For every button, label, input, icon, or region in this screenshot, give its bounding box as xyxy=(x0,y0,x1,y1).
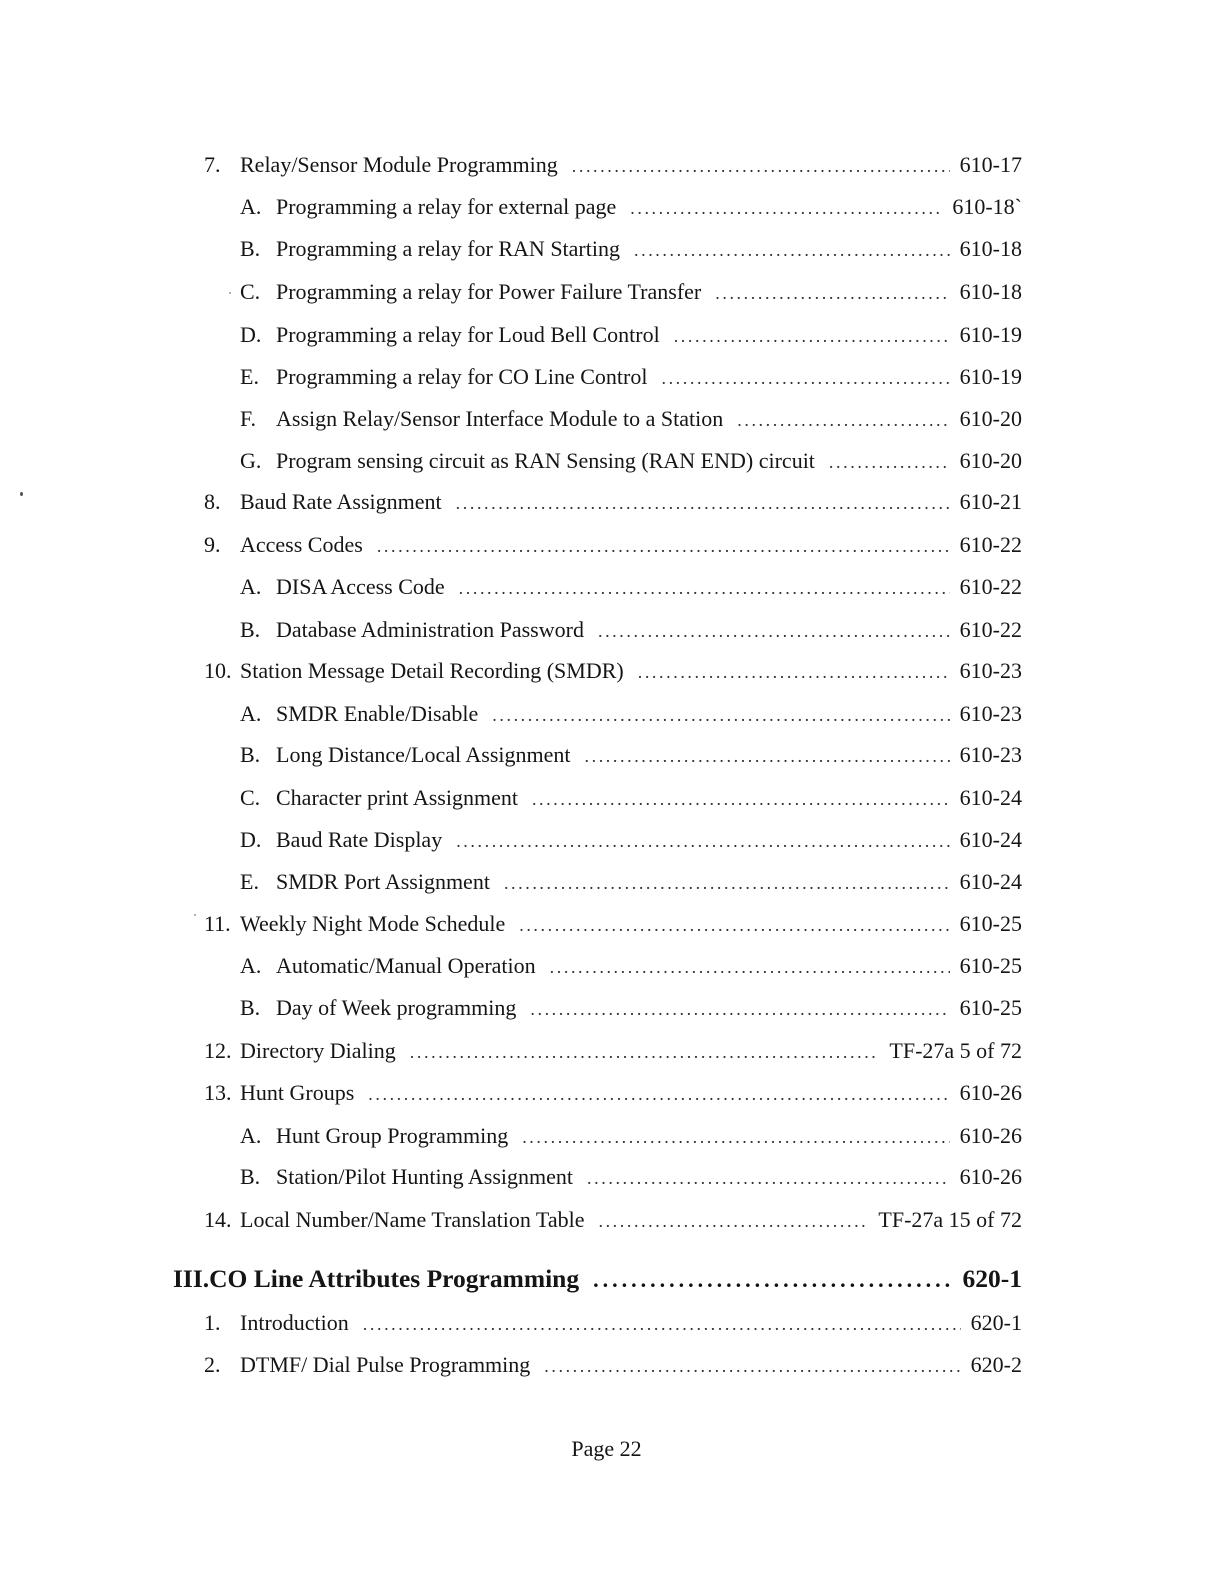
toc-entry-page: 610-24 xyxy=(959,785,1022,810)
toc-entry-number: 9. xyxy=(204,532,221,557)
toc-entry-number: F. xyxy=(240,406,256,431)
toc-entry xyxy=(204,489,1022,515)
toc-entry xyxy=(204,532,1022,558)
toc-entry-label: Day of Week programming xyxy=(276,995,517,1020)
toc-entry-label: DISA Access Code xyxy=(276,574,445,599)
toc-entry-page: 610-20 xyxy=(959,448,1022,473)
toc-entry-label: Programming a relay for CO Line Control xyxy=(276,364,648,389)
toc-entry-label: Introduction xyxy=(240,1310,349,1335)
toc-subentry xyxy=(240,574,1022,600)
toc-entry-number: E. xyxy=(240,364,259,389)
toc-entry-label: Access Codes xyxy=(240,532,363,557)
toc-entry-page: 610-17 xyxy=(959,152,1022,177)
toc-entry-label: Automatic/Manual Operation xyxy=(276,953,536,978)
toc-subentry xyxy=(240,1164,1022,1190)
toc-entry-page: 610-22 xyxy=(959,532,1022,557)
toc-entry-number: B. xyxy=(240,742,261,767)
toc-entry-page: TF-27a 15 of 72 xyxy=(878,1207,1022,1232)
toc-subentry xyxy=(240,279,1022,305)
toc-entry-page: 620-1 xyxy=(970,1310,1022,1335)
dot-leader xyxy=(410,1039,880,1065)
toc-entry-label: Weekly Night Mode Schedule xyxy=(240,911,506,936)
toc-entry-number: 2. xyxy=(204,1352,221,1377)
toc-entry-label: Long Distance/Local Assignment xyxy=(276,742,571,767)
toc-entry-label: Baud Rate Display xyxy=(276,827,443,852)
toc-entry-number: C. xyxy=(240,785,261,810)
section-heading-page: 620-1 xyxy=(962,1264,1022,1293)
toc-subentry xyxy=(240,785,1022,811)
toc-entry-page: 610-24 xyxy=(959,869,1022,894)
scan-speck xyxy=(20,492,23,496)
toc-entry xyxy=(204,152,1022,178)
toc-entry-number: B. xyxy=(240,995,261,1020)
dot-leader xyxy=(638,659,950,685)
toc-subentry xyxy=(240,827,1022,853)
dot-leader xyxy=(456,828,949,854)
page-number: Page 22 xyxy=(571,1436,642,1461)
toc-entry-label: SMDR Enable/Disable xyxy=(276,701,479,726)
toc-entry-label: Hunt Group Programming xyxy=(276,1123,509,1148)
toc-entry xyxy=(204,911,1022,937)
toc-entry-number: 12. xyxy=(204,1038,232,1063)
dot-leader xyxy=(829,449,950,475)
toc-entry-label: Directory Dialing xyxy=(240,1038,396,1063)
toc-subentry xyxy=(240,701,1022,727)
toc-subentry xyxy=(240,617,1022,643)
dot-leader xyxy=(530,996,949,1022)
dot-leader xyxy=(363,1311,961,1337)
toc-entry-page: 610-26 xyxy=(959,1123,1022,1148)
toc-entry-number: A. xyxy=(240,1123,262,1148)
toc-entry-number: 8. xyxy=(204,489,221,514)
dot-leader xyxy=(550,954,950,980)
toc-entry-label: Station/Pilot Hunting Assignment xyxy=(276,1164,574,1189)
toc-entry xyxy=(204,1310,1022,1336)
toc-entry-number: B. xyxy=(240,617,261,642)
toc-entry-page: 610-18 xyxy=(959,236,1022,261)
toc-entry-number: B. xyxy=(240,236,261,261)
toc-entry-page: 610-22 xyxy=(959,574,1022,599)
toc-entry-number: 1. xyxy=(204,1310,221,1335)
toc-entry-number: D. xyxy=(240,322,262,347)
toc-entry xyxy=(204,1207,1022,1233)
toc-entry-page: 610-26 xyxy=(959,1164,1022,1189)
toc-subentry xyxy=(240,406,1022,432)
toc-entry-page: 610-20 xyxy=(959,406,1022,431)
dot-leader xyxy=(585,743,950,769)
dot-leader xyxy=(459,575,950,601)
toc-entry xyxy=(204,1038,1022,1064)
toc-subentry xyxy=(240,953,1022,979)
dot-leader xyxy=(598,1208,868,1234)
toc-entry-label: Program sensing circuit as RAN Sensing (RAN END) circuit xyxy=(276,448,815,473)
toc-subentry xyxy=(240,742,1022,768)
toc-entry-page: 610-23 xyxy=(959,742,1022,767)
dot-leader xyxy=(598,618,950,644)
toc-entry-page: 610-22 xyxy=(959,617,1022,642)
toc-entry-page: 610-18 xyxy=(959,279,1022,304)
toc-entry-label: Assign Relay/Sensor Interface Module to a Station xyxy=(276,406,724,431)
toc-entry-label: Character print Assignment xyxy=(276,785,518,810)
toc-entry-label: Programming a relay for external page xyxy=(276,194,617,219)
section-heading-label: III.CO Line Attributes Programming xyxy=(173,1264,580,1293)
toc-entry-number: A. xyxy=(240,953,262,978)
toc-entry-number: A. xyxy=(240,574,262,599)
toc-subentry xyxy=(240,194,1022,220)
dot-leader xyxy=(661,365,949,391)
toc-entry-page: 610-19 xyxy=(959,322,1022,347)
toc-entry-number: D. xyxy=(240,827,262,852)
toc-entry-number: 14. xyxy=(204,1207,232,1232)
dot-leader xyxy=(593,1263,952,1297)
toc-entry-label: Relay/Sensor Module Programming xyxy=(240,152,558,177)
toc-entry-page: 610-26 xyxy=(959,1080,1022,1105)
dot-leader xyxy=(504,870,950,896)
toc-entry-label: Programming a relay for Loud Bell Control xyxy=(276,322,660,347)
dot-leader xyxy=(572,153,950,179)
toc-entry-page: 610-25 xyxy=(959,995,1022,1020)
dot-leader xyxy=(587,1165,950,1191)
toc-entry-page: 610-23 xyxy=(959,658,1022,683)
toc-entry-label: Programming a relay for Power Failure Transfer xyxy=(276,279,702,304)
toc-entry-number: E. xyxy=(240,869,259,894)
toc-entry xyxy=(204,1352,1022,1378)
toc-subentry xyxy=(240,448,1022,474)
toc-entry xyxy=(204,658,1022,684)
dot-leader xyxy=(377,533,950,559)
toc-entry-label: Programming a relay for RAN Starting xyxy=(276,236,620,261)
dot-leader xyxy=(674,323,950,349)
toc-entry-page: 610-18` xyxy=(952,194,1022,219)
toc-subentry xyxy=(240,322,1022,348)
toc-entry-label: Baud Rate Assignment xyxy=(240,489,442,514)
toc-entry-label: Hunt Groups xyxy=(240,1080,355,1105)
toc-entry-number: 10. xyxy=(204,658,232,683)
dot-leader xyxy=(519,912,949,938)
toc-entry-number: 11. xyxy=(204,911,231,936)
dot-leader xyxy=(532,786,950,812)
toc-entry-number: A. xyxy=(240,701,262,726)
dot-leader xyxy=(456,490,950,516)
toc-entry-page: 620-2 xyxy=(970,1352,1022,1377)
toc-entry-page: 610-21 xyxy=(959,489,1022,514)
toc-entry-label: Station Message Detail Recording (SMDR) xyxy=(240,658,624,683)
toc-entry-page: 610-25 xyxy=(959,911,1022,936)
toc-entry-number: A. xyxy=(240,194,262,219)
dot-leader xyxy=(634,237,950,263)
dot-leader xyxy=(737,407,949,433)
dot-leader xyxy=(522,1124,949,1150)
toc-entry-page: 610-23 xyxy=(959,701,1022,726)
dot-leader xyxy=(492,702,949,728)
toc-entry-page: 610-24 xyxy=(959,827,1022,852)
toc-entry-page: TF-27a 5 of 72 xyxy=(889,1038,1022,1063)
section-heading xyxy=(173,1262,1022,1296)
toc-entry-number: B. xyxy=(240,1164,261,1189)
dot-leader xyxy=(715,280,949,306)
toc-subentry xyxy=(240,1123,1022,1149)
scan-speck xyxy=(194,914,196,916)
toc-subentry xyxy=(240,236,1022,262)
toc-entry-number: 13. xyxy=(204,1080,232,1105)
toc-subentry xyxy=(240,364,1022,390)
toc-entry-page: 610-25 xyxy=(959,953,1022,978)
toc-entry-label: SMDR Port Assignment xyxy=(276,869,490,894)
dot-leader xyxy=(368,1081,949,1107)
dot-leader xyxy=(544,1353,960,1379)
toc-entry-label: Local Number/Name Translation Table xyxy=(240,1207,585,1232)
scan-speck xyxy=(229,292,231,294)
dot-leader xyxy=(630,195,942,221)
toc-subentry xyxy=(240,869,1022,895)
toc-entry-label: DTMF/ Dial Pulse Programming xyxy=(240,1352,531,1377)
toc-entry xyxy=(204,1080,1022,1106)
toc-entry-number: G. xyxy=(240,448,262,473)
toc-entry-label: Database Administration Password xyxy=(276,617,584,642)
toc-entry-number: C. xyxy=(240,279,261,304)
toc-entry-page: 610-19 xyxy=(959,364,1022,389)
toc-subentry xyxy=(240,995,1022,1021)
toc-entry-number: 7. xyxy=(204,152,221,177)
